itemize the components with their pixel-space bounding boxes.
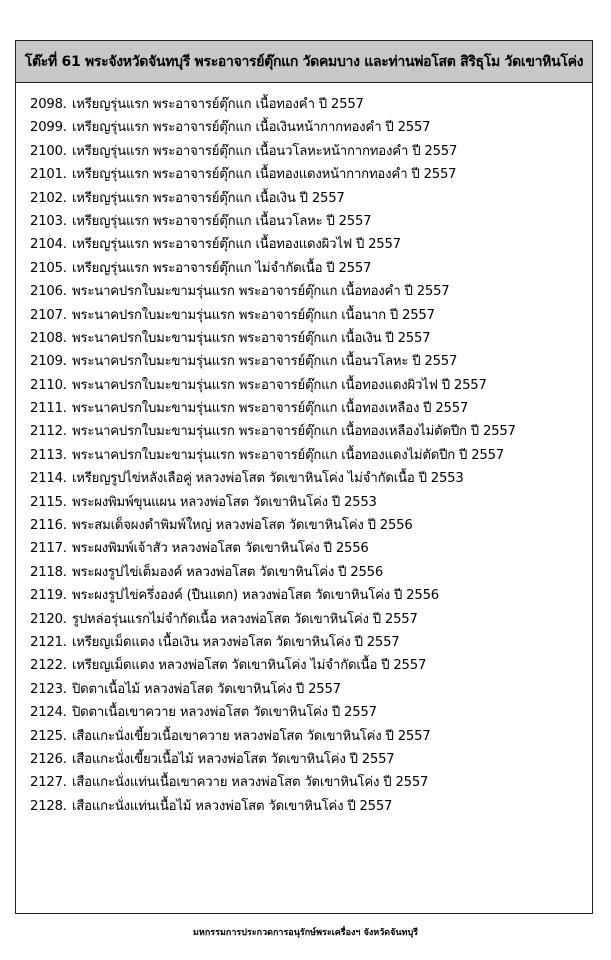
item-text: เหรียญเม็ดแตง หลวงพ่อโสต วัดเขาหินโค่ง ไม่จำกัดเนื้อ ปี 2557 [72, 658, 427, 674]
list-item [30, 608, 585, 631]
item-text: เหรียญรุ่นแรก พระอาจารย์ตุ๊กแก เนื้อนวโลหะหน้ากากทองคำ ปี 2557 [72, 143, 458, 159]
item-text: เหรียญรุ่นแรก พระอาจารย์ตุ๊กแก เนื้อทองแดงหน้ากากทองคำ ปี 2557 [72, 167, 457, 183]
item-text: เหรียญรุ่นแรก พระอาจารย์ตุ๊กแก ไม่จำกัดเนื้อ ปี 2557 [72, 260, 372, 276]
list-item [30, 327, 585, 350]
list-item [30, 280, 585, 303]
list-item [30, 116, 585, 139]
list-item [30, 233, 585, 256]
list-item [30, 748, 585, 771]
item-number: 2099. [30, 120, 67, 136]
item-number: 2105. [30, 260, 67, 276]
item-number: 2124. [30, 705, 67, 721]
item-number: 2120. [30, 611, 67, 627]
list-item [30, 350, 585, 373]
item-text: รูปหล่อรุ่นแรกไม่จำกัดเนื้อ หลวงพ่อโสต วัดเขาหินโค่ง ปี 2557 [72, 611, 418, 627]
item-text: พระสมเด็จผงดำพิมพ์ใหญ่ หลวงพ่อโสต วัดเขาหินโค่ง ปี 2556 [72, 518, 413, 534]
item-number: 2114. [30, 471, 67, 487]
item-text: พระนาคปรกใบมะขามรุ่นแรก พระอาจารย์ตุ๊กแก เนื้อเงิน ปี 2557 [72, 330, 431, 346]
item-text: พระนาคปรกใบมะขามรุ่นแรก พระอาจารย์ตุ๊กแก เนื้อทองแดงผิวไฟ ปี 2557 [72, 377, 487, 393]
item-number: 2107. [30, 307, 67, 323]
item-number: 2102. [30, 190, 67, 206]
item-text: เหรียญรุ่นแรก พระอาจารย์ตุ๊กแก เนื้อนวโลหะ ปี 2557 [72, 213, 372, 229]
list-item [30, 304, 585, 327]
list-item [30, 584, 585, 607]
item-number: 2098. [30, 97, 67, 112]
item-text: พระนาคปรกใบมะขามรุ่นแรก พระอาจารย์ตุ๊กแก เนื้อทองแดงไม่ตัดปีก ปี 2557 [72, 447, 504, 463]
item-number: 2109. [30, 354, 67, 370]
item-number: 2113. [30, 447, 67, 463]
item-number: 2101. [30, 167, 67, 183]
item-text: พระนาคปรกใบมะขามรุ่นแรก พระอาจารย์ตุ๊กแก เนื้อทองคำ ปี 2557 [72, 284, 450, 300]
list-item [30, 140, 585, 163]
list-item [30, 795, 585, 818]
item-text: เสือแกะนั่งเขี้ยวเนื้อเขาควาย หลวงพ่อโสต วัดเขาหินโค่ง ปี 2557 [72, 728, 431, 744]
list-item [30, 467, 585, 490]
item-text: พระผงพิมพ์ขุนแผน หลวงพ่อโสต วัดเขาหินโค่ง ปี 2553 [72, 494, 377, 510]
item-text: เสือแกะนั่งเขี้ยวเนื้อไม้ หลวงพ่อโสต วัดเขาหินโค่ง ปี 2557 [72, 751, 395, 767]
list-item [30, 397, 585, 420]
item-text: พระนาคปรกใบมะขามรุ่นแรก พระอาจารย์ตุ๊กแก เนื้อทองเหลืองไม่ตัดปีก ปี 2557 [72, 424, 516, 440]
footer-caption: มหกรรมการประกวดการอนุรักษ์พระเครื่องฯ จังหวัดจันทบุรี [192, 928, 418, 938]
list-item [30, 187, 585, 210]
item-number: 2106. [30, 284, 67, 300]
item-number: 2123. [30, 681, 67, 697]
item-text: เหรียญรูปไข่หลังเลือคู่ หลวงพ่อโสต วัดเขาหินโค่ง ไม่จำกัดเนื้อ ปี 2553 [72, 471, 464, 487]
item-number: 2116. [30, 518, 67, 534]
item-text: ปิดตาเนื้อไม้ หลวงพ่อโสต วัดเขาหินโค่ง ปี 2557 [72, 681, 341, 697]
list-item [30, 257, 585, 280]
item-number: 2119. [30, 588, 67, 604]
item-text: พระผงรูปไข่เต็มองค์ หลวงพ่อโสต วัดเขาหินโค่ง ปี 2556 [72, 564, 384, 580]
item-number: 2110. [30, 377, 67, 393]
item-text: ปิดตาเนื้อเขาควาย หลวงพ่อโสต วัดเขาหินโค่ง ปี 2557 [72, 705, 377, 721]
document-frame [15, 40, 593, 914]
list-item [30, 491, 585, 514]
item-text: พระผงรูปไข่ครึ่งองค์ (ปืนแตก) หลวงพ่อโสต วัดเขาหินโค่ง ปี 2556 [72, 588, 439, 604]
list-item [30, 678, 585, 701]
item-number: 2121. [30, 634, 67, 650]
item-number: 2125. [30, 728, 67, 744]
list-item [30, 654, 585, 677]
list-item [30, 163, 585, 186]
list-item [30, 561, 585, 584]
list-item [30, 444, 585, 467]
item-number: 2127. [30, 775, 67, 791]
list-item [30, 514, 585, 537]
list-item [30, 537, 585, 560]
list-item [30, 771, 585, 794]
item-number: 2108. [30, 330, 67, 346]
item-number: 2100. [30, 143, 67, 159]
item-number: 2118. [30, 564, 67, 580]
item-number: 2104. [30, 237, 67, 253]
item-text: เสือแกะนั่งแท่นเนื้อเขาควาย หลวงพ่อโสต วัดเขาหินโค่ง ปี 2557 [72, 775, 429, 791]
item-number: 2128. [30, 798, 67, 814]
item-text: เหรียญรุ่นแรก พระอาจารย์ตุ๊กแก เนื้อเงิน ปี 2557 [72, 190, 345, 206]
item-text: พระนาคปรกใบมะขามรุ่นแรก พระอาจารย์ตุ๊กแก เนื้อทองเหลือง ปี 2557 [72, 401, 469, 417]
list-item [30, 374, 585, 397]
item-number: 2115. [30, 494, 67, 510]
item-number: 2122. [30, 658, 67, 674]
item-number: 2112. [30, 424, 67, 440]
item-text: เหรียญรุ่นแรก พระอาจารย์ตุ๊กแก เนื้อทองแดงผิวไฟ ปี 2557 [72, 237, 401, 253]
list-item [30, 210, 585, 233]
item-text: เหรียญเม็ดแตง เนื้อเงิน หลวงพ่อโสต วัดเขาหินโค่ง ปี 2557 [72, 634, 400, 650]
page-title: โต๊ะที่ 61 พระจังหวัดจันทบุรี พระอาจารย์ตุ๊กแก วัดคมบาง และท่านพ่อโสต สิริธุโม วัดเขาหินโค่ง [24, 53, 584, 70]
list-item [30, 420, 585, 443]
item-number: 2103. [30, 213, 67, 229]
item-number: 2111. [30, 401, 67, 417]
list-item [30, 701, 585, 724]
item-text: พระนาคปรกใบมะขามรุ่นแรก พระอาจารย์ตุ๊กแก เนื้อนวโลหะ ปี 2557 [72, 354, 458, 370]
list-item [30, 725, 585, 748]
item-text: พระผงพิมพ์เจ้าสัว หลวงพ่อโสต วัดเขาหินโค่ง ปี 2556 [72, 541, 369, 557]
item-list [30, 93, 585, 818]
item-text: เหรียญรุ่นแรก พระอาจารย์ตุ๊กแก เนื้อทองคำ ปี 2557 [72, 97, 364, 112]
item-number: 2117. [30, 541, 67, 557]
list-item [30, 631, 585, 654]
list-item [30, 93, 585, 116]
item-number: 2126. [30, 751, 67, 767]
item-text: เหรียญรุ่นแรก พระอาจารย์ตุ๊กแก เนื้อเงินหน้ากากทองคำ ปี 2557 [72, 120, 431, 136]
item-text: เสือแกะนั่งแท่นเนื้อไม้ หลวงพ่อโสต วัดเขาหินโค่ง ปี 2557 [72, 798, 393, 814]
header-bar [16, 41, 592, 83]
item-text: พระนาคปรกใบมะขามรุ่นแรก พระอาจารย์ตุ๊กแก เนื้อนาก ปี 2557 [72, 307, 435, 323]
